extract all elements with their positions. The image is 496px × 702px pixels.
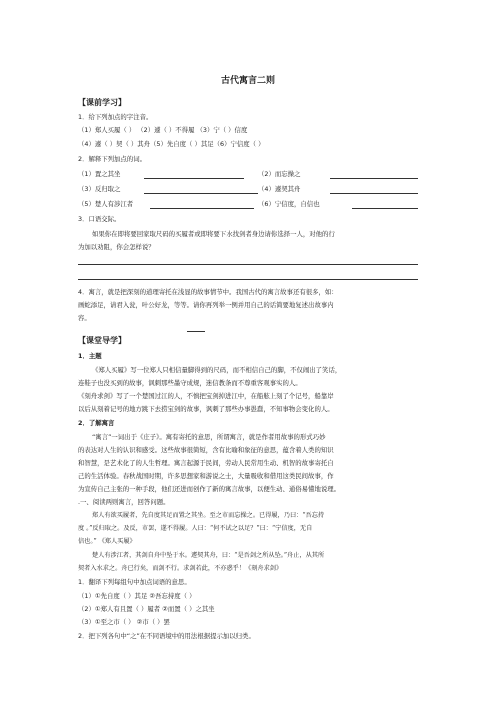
question-2-item-1 [78, 170, 120, 178]
question-3-text-line-1: 如果你在即将要回家取尺码的买履者或即将要下水找剑者身边请你选择一人，对他的行 [92, 230, 335, 238]
question-4-text-line-3: 容。 [78, 314, 91, 322]
exercise-1-prompt: 1．翻译下列每组句中加点词语的意思。 [78, 578, 191, 586]
answer-line[interactable] [330, 193, 418, 194]
question-3-text-line-2: 为加以劝阻，你会怎样说？ [78, 243, 155, 251]
page-title: 古代寓言二则 [220, 76, 275, 86]
question-2-item-6: （6）宁信度，自信也 [258, 200, 320, 208]
answer-line[interactable] [187, 331, 205, 332]
exercise-1-row-1: （1）①先自度（ ）其足 ②吾忘持度（ ） [78, 592, 196, 600]
classical-text-line-1: 郑人有欲买履者，先自度其足而置之其坐。至之市而忘操之。已得履，乃曰：“吾忘持 [92, 512, 325, 519]
question-2-item-3: （3）反归取之 [78, 185, 121, 193]
classical-text-line-5: 契者入水求之。舟已行矣，而剑不行。求剑若此，不亦惑乎！《刻舟求剑》 [78, 565, 283, 572]
theme-para-line-2: 连鞋子也没买到的故事，讽刺那些墨守成规，迷信教条而不尊重客观事实的人。 [78, 379, 302, 387]
question-1-row-2: （4）遽（ ）契（ ）其舟（5）先自度（ ）其足（6）宁信度（ ） [78, 140, 265, 148]
classical-text-line-2: 度 。”反归取之。及反，市罢，遂不得履。人曰：“何不试之以足？”曰：“宁信度，无自 [78, 525, 313, 532]
exercise-1-row-3: （3）①至之市（ ） ②市（ ）罢 [78, 618, 170, 626]
exercise-2-prompt: 2．把下列各句中“之”在不同语境中的用法根据提示加以归类。 [78, 632, 255, 640]
section-heading-pre-study: 【课前学习】 [78, 98, 126, 107]
subsection-fable: 2．了解寓言 [78, 419, 115, 427]
answer-line[interactable] [144, 178, 244, 179]
question-2-prompt: 2．解释下列加点的词。 [78, 155, 146, 163]
fable-para-line-3: 和智慧，是艺术化了的人生哲理。寓言起源于民间，劳动人民常用生动、机智的故事寄托自 [78, 459, 334, 467]
question-2-item-2: （2）而忘操之 [258, 170, 301, 178]
answer-line[interactable] [150, 208, 254, 209]
theme-para-line-4: 以后从刻着记号的地方跳下去捞宝剑的故事，讽刺了那些办事愚蠢，不知事物会变化的人。 [78, 405, 334, 413]
question-2-item-1-left: （1）置之其坐 [78, 170, 121, 178]
classical-text-line-4: 楚人有涉江者，其剑自舟中坠于水。遽契其舟，曰：“是吾剑之所从坠。”舟止，从其所 [92, 552, 325, 559]
subsection-theme: 1．主题 [78, 352, 102, 360]
question-2-item-4: （4）遽契其舟 [258, 185, 301, 193]
theme-para-line-3: 《刻舟求剑》写了一个楚国过江的人，不慎把宝剑掉进江中，在船舷上刻了个记号，船靠岸 [78, 392, 334, 400]
answer-line[interactable] [330, 178, 418, 179]
theme-para-line-1: 《郑人买履》写一位郑人只相信量脚得到的尺码，而不相信自己的脚，不仅闹出了笑话， [92, 366, 342, 374]
answer-line[interactable] [144, 193, 258, 194]
answer-line[interactable] [78, 279, 418, 280]
exercise-1-row-2: （2）①郑人有且置（ ）履者 ②而置（ ）之其坐 [78, 605, 215, 613]
question-2-item-5: （5）楚人有涉江者 [78, 200, 134, 208]
answer-line[interactable] [78, 264, 418, 265]
fable-para-line-1: “寓言”一词出于《庄子》。寓有寄托的意思，所谓寓言，就是作者用故事的形式巧妙 [92, 433, 326, 441]
question-4-text-line-1: 4．寓言，就是把深刻的道理寄托在浅显的故事情节中。我国古代的寓言故事还有很多，如： [78, 288, 338, 296]
reading-prompt: .一、阅读两则寓言，回答问题。 [78, 498, 170, 506]
question-1-prompt: 1．给下列加点的字注音。 [78, 113, 153, 121]
classical-text-line-3: 信也。” 《郑人买履》 [78, 538, 136, 545]
fable-para-line-5: 为宣传自己主张的一种手段，他们还进而创作了新的寓言故事，以便生动、通俗易懂地说理。 [78, 485, 341, 493]
question-3-prompt: 3．口语交际。 [78, 215, 121, 223]
answer-line[interactable] [352, 208, 418, 209]
section-heading-class-guide: 【课堂导学】 [78, 336, 126, 345]
question-4-text-line-2: 画蛇添足，请君入瓮，叶公好龙，等等。请你再列举一例并用自己的话简要地复述出故事内 [78, 301, 334, 309]
fable-para-line-4: 己的生活体验。春秋战国时期，许多思想家和游说之士，大量吸收和借用这类民间故事，作 [78, 472, 334, 480]
fable-para-line-2: 的表达对人生的认识和感受。这些故事很简短，含有比喻和象征的意思，蕴含着人类的知识 [78, 446, 334, 454]
question-1-row-1: （1）郑人买履（ ） （2）遽（ ）不得履 （3）宁（ ）信度 [78, 126, 248, 134]
